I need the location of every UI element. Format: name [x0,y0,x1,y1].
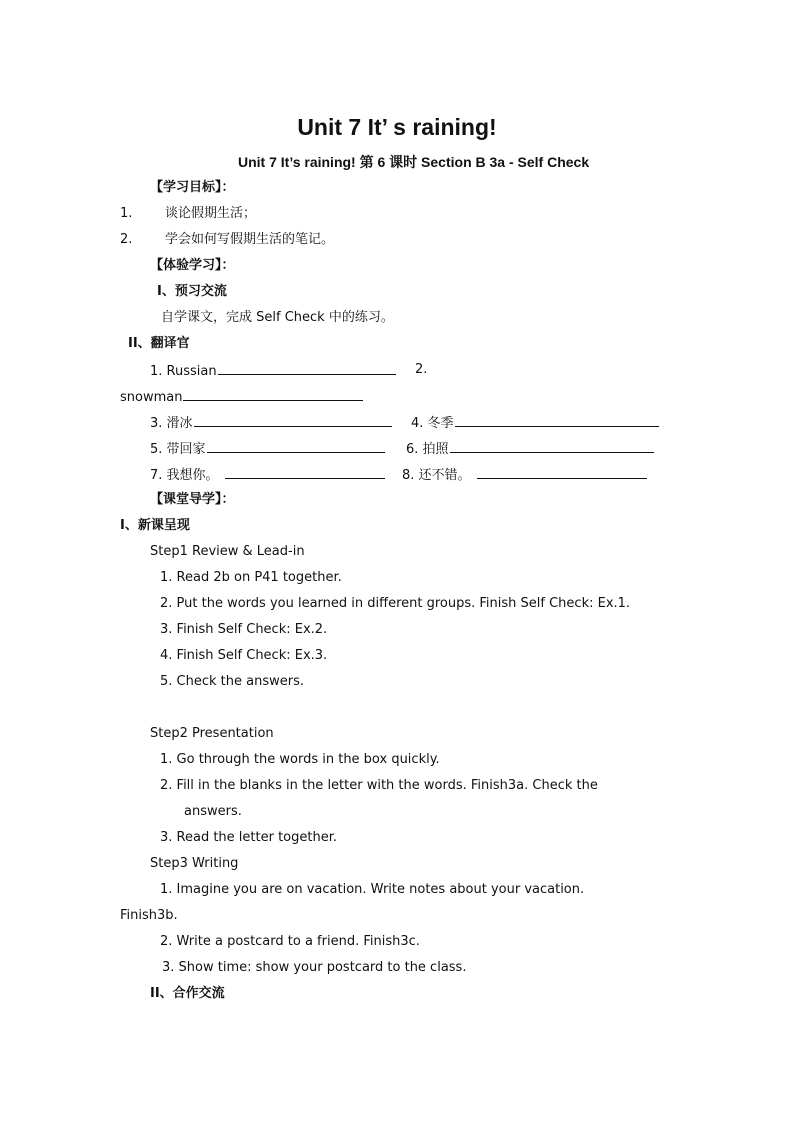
classroom-heading: 【课堂导学】： [150,492,235,507]
translate-item [120,388,363,406]
translate-item [150,414,392,432]
translate-item-label: 4. 冬季 [411,416,454,431]
goal-item-number: 1. [120,206,133,221]
step2-title: Step2 Presentation [150,726,274,741]
translate-item [150,466,385,484]
goals-heading: 【学习目标】： [150,180,235,195]
goal-item-text: 学会如何写假期生活的笔记。 [165,232,335,247]
step3-item: 1. Imagine you are on vacation. Write notes about your vacation. [160,882,585,897]
translate-item-label: 6. 拍照 [406,442,449,457]
step1-item: 1. Read 2b on P41 together. [160,570,342,585]
answer-blank[interactable] [450,440,654,453]
step1-item: 4. Finish Self Check: Ex.3. [160,648,328,663]
answer-blank[interactable] [207,440,385,453]
translate-item-label: 8. 还不错。 [402,468,471,483]
answer-blank[interactable] [225,466,385,479]
answer-blank[interactable] [194,414,392,427]
translate-item-label: 2. [415,362,428,377]
translate-item [406,440,654,458]
step1-item: 2. Put the words you learned in different groups. Finish Self Check: Ex.1. [160,596,631,611]
step2-item: 1. Go through the words in the box quickly. [160,752,440,767]
translate-item [411,414,659,432]
goal-item-text: 谈论假期生活； [165,206,257,221]
step1-title: Step1 Review & Lead-in [150,544,305,559]
step3-item: 3. Show time: show your postcard to the class. [162,960,467,975]
answer-blank[interactable] [455,414,659,427]
step2-item: 3. Read the letter together. [160,830,337,845]
translate-item-label: 5. 带回家 [150,442,206,457]
step3-title: Step3 Writing [150,856,239,871]
answer-blank[interactable] [477,466,647,479]
translate-item [150,362,396,380]
experience-heading: 【体验学习】： [150,258,235,273]
translate-item-label: 7. 我想你。 [150,468,219,483]
translate-item [150,440,385,458]
step3-item: Finish3b. [120,908,178,923]
preview-heading: I、预习交流 [157,284,227,299]
step1-item: 3. Finish Self Check: Ex.2. [160,622,328,637]
new-lesson-heading: I、新课呈现 [120,518,190,533]
translate-heading: II、翻译官 [128,336,190,351]
goal-item-number: 2. [120,232,133,247]
translate-item-label: snowman [120,390,183,405]
document-subtitle: Unit 7 It’s raining! 第 6 课时 Section B 3a - Self Check [238,154,590,170]
cooperation-heading: II、合作交流 [150,986,225,1001]
step2-item: answers. [184,804,242,819]
preview-text: 自学课文，完成 Self Check 中的练习。 [161,310,394,325]
translate-item-label: 1. Russian [150,364,217,379]
translate-item-label: 3. 滑冰 [150,416,193,431]
step3-item: 2. Write a postcard to a friend. Finish3c. [160,934,420,949]
step2-item: 2. Fill in the blanks in the letter with the words. Finish3a. Check the [160,778,598,793]
answer-blank[interactable] [218,362,396,375]
answer-blank[interactable] [183,388,363,401]
document-title: Unit 7 It’ s raining! [297,114,497,140]
translate-item [402,466,647,484]
step1-item: 5. Check the answers. [160,674,304,689]
translate-item [415,362,427,378]
